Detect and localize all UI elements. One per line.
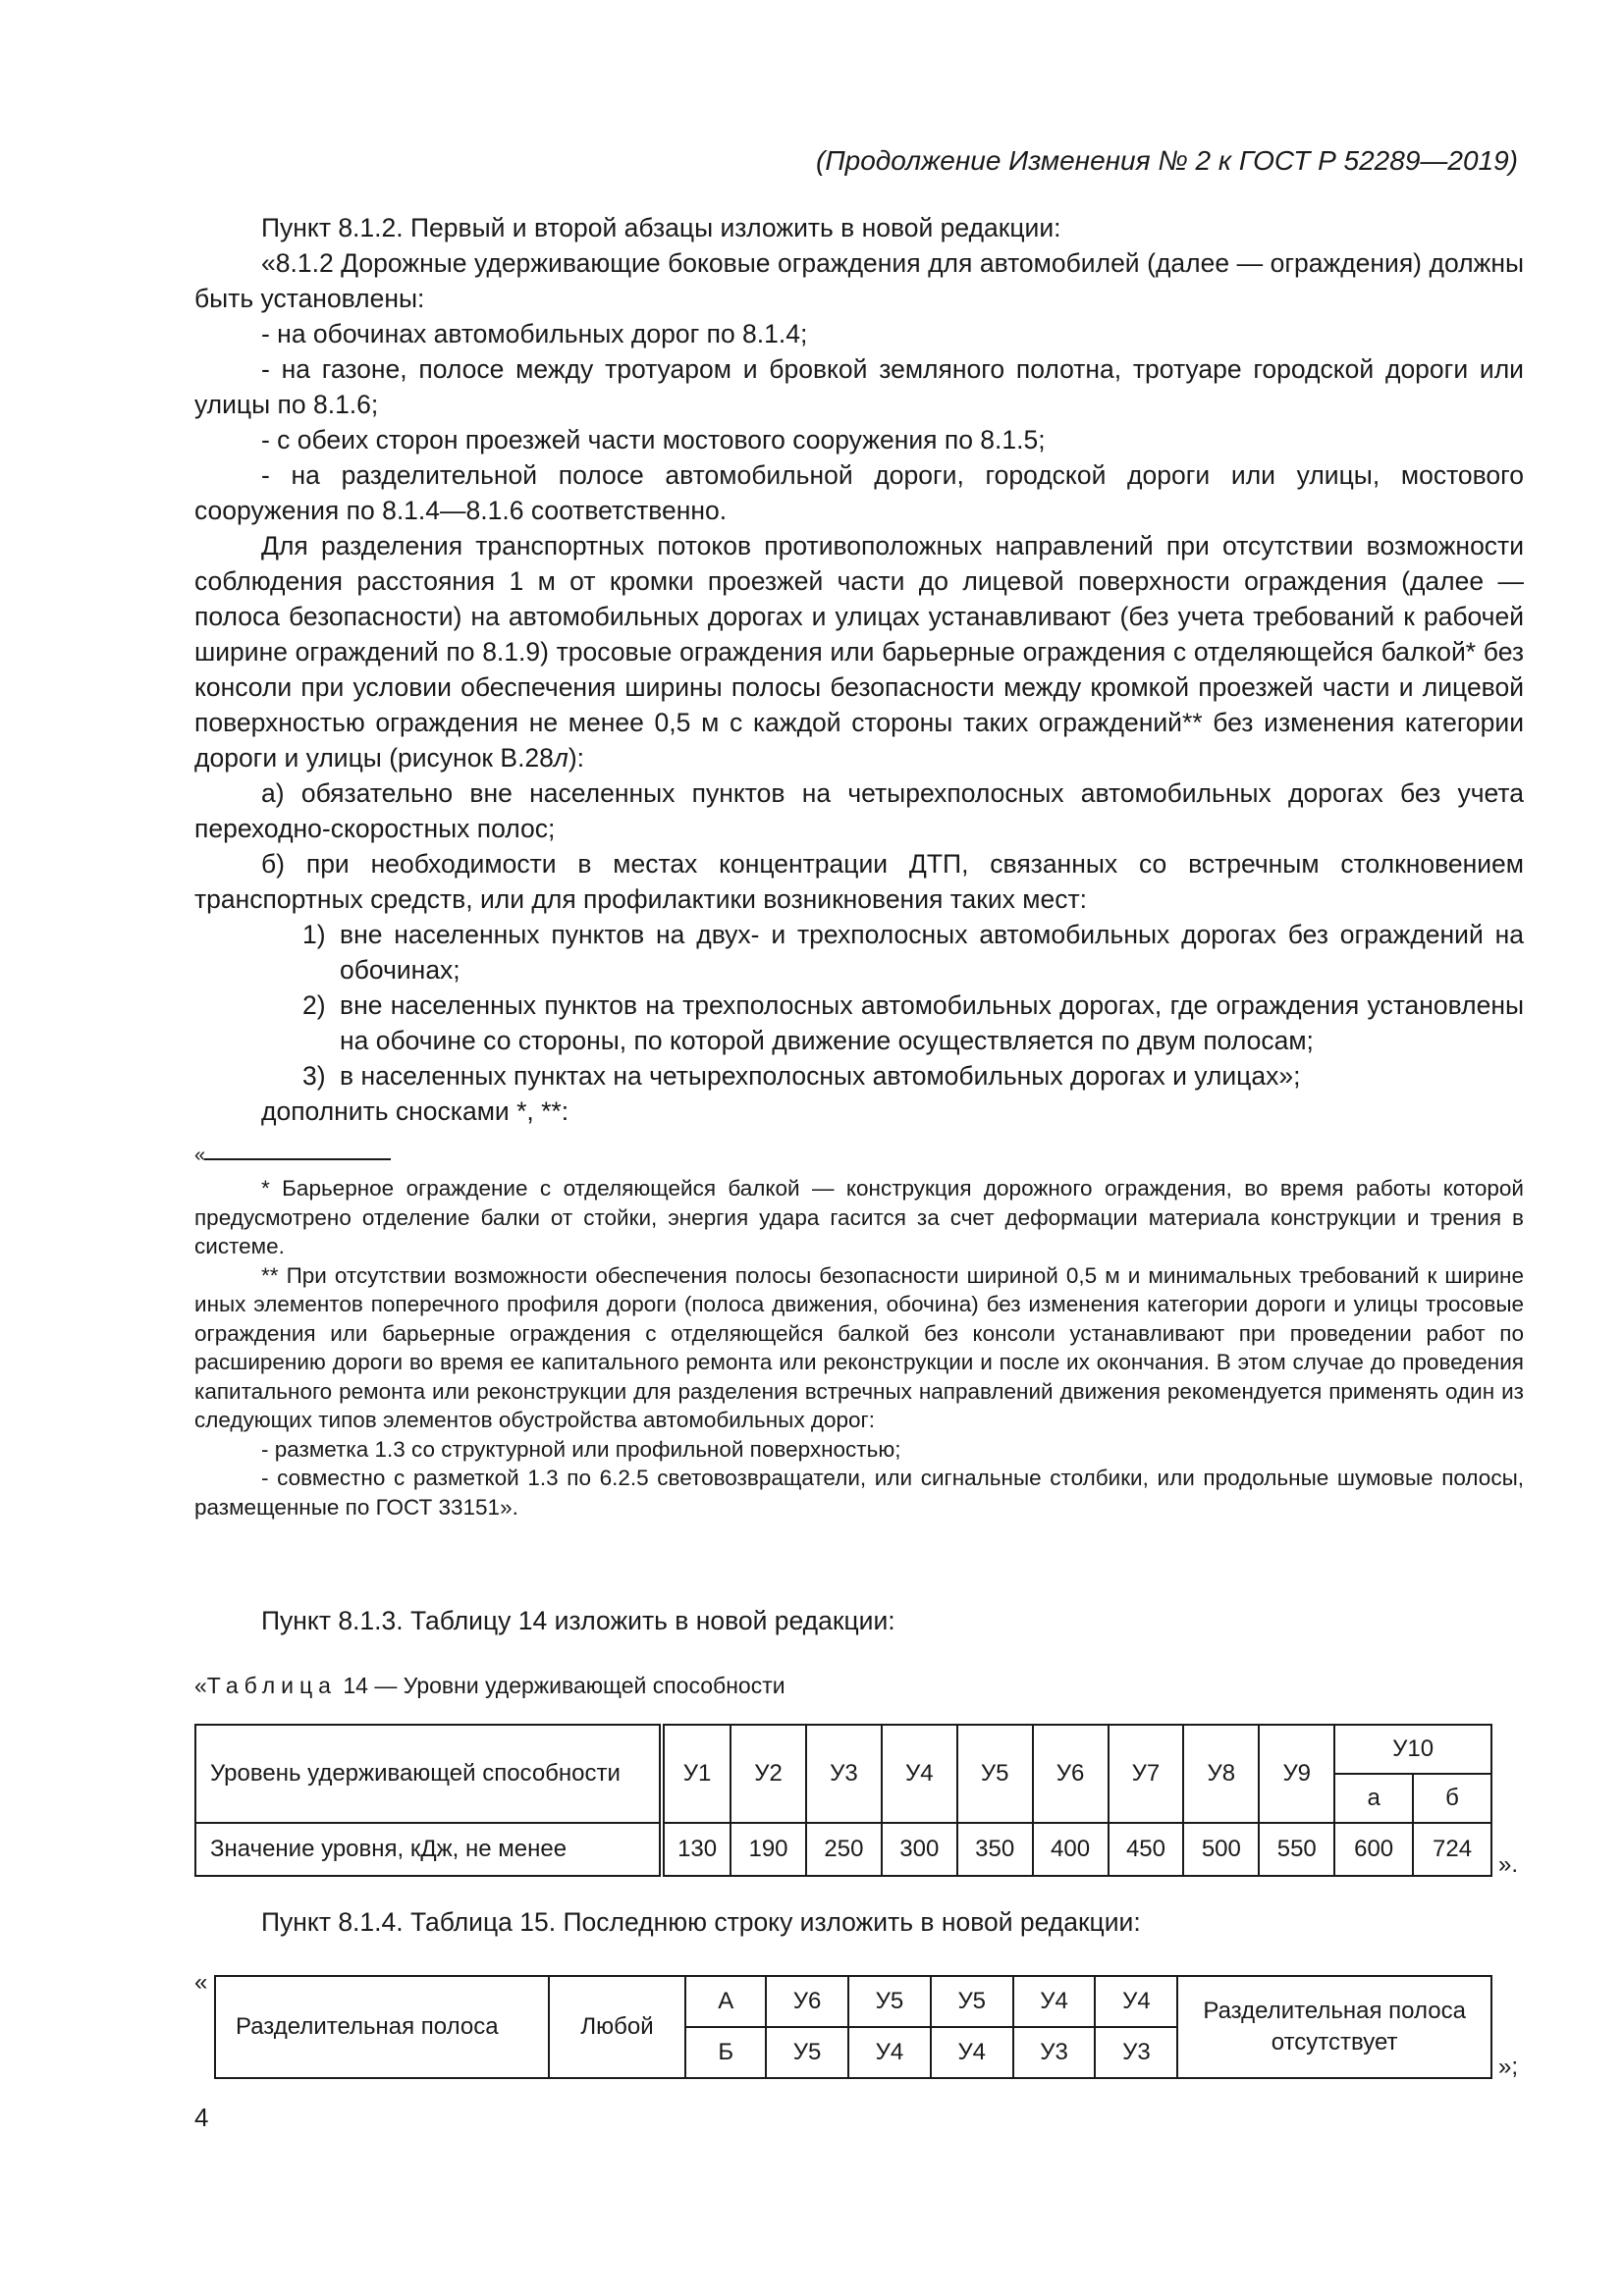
value-cell: 724 [1413,1823,1491,1876]
paragraph: - на газоне, полосе между тротуаром и бровкой земляного полотна, тротуаре городской дороги или улицы по 8.1.6; [194,354,1524,419]
value-cell: 450 [1109,1823,1184,1876]
level-cell: У8 [1183,1725,1259,1823]
running-head: (Продолжение Изменения № 2 к ГОСТ Р 52289—2019) [816,145,1518,176]
note-cell [1177,1976,1491,2078]
paragraph: «8.1.2 Дорожные удерживающие боковые ограждения для автомобилей (далее — ограждения) должны быть установлены: [194,248,1524,313]
table-row [195,1725,1491,1774]
strip-cell: Разделительная полоса [215,1976,549,2078]
level-cell-u10: У10 [1334,1725,1491,1774]
level-cell: У5 [957,1725,1033,1823]
level-cell: У5 [848,1976,931,2027]
note-line: Разделительная полоса [1203,1998,1466,2024]
table-15-close-quote: »; [1498,2054,1519,2080]
table-15-open-quote: « [194,1969,208,1996]
footnote-open-quote: « [194,1145,206,1166]
level-cell: У4 [931,2027,1013,2078]
note-line: отсутствует [1271,2029,1398,2056]
caption-word: Таблица [206,1673,337,1698]
row-header: Уровень удерживающей способности [195,1725,662,1823]
paragraph: - на обочинах автомобильных дорог по 8.1.4; [261,319,808,348]
caption-open-quote: « [194,1673,207,1698]
level-cell: У4 [1013,1976,1096,2027]
footnote: * Барьерное ограждение с отделяющейся балкой — конструкция дорожного ограждения, во время работы которой предусмотрено отделение балки от стойки, энергия удара гасится за счет деформации материала конструкции и трения в системе. [194,1176,1524,1258]
list-text: вне населенных пунктов на трехполосных автомобильных дорогах, где ограждения установлены на обочине со стороны, по которой движение осуществляется по двум полосам; [340,990,1524,1055]
caption-title: 14 — Уровни удерживающей способности [336,1673,785,1698]
value-cell: 130 [662,1823,731,1876]
sublevel-cell: б [1413,1774,1491,1823]
paragraph-end: ): [568,743,585,773]
value-cell: 400 [1033,1823,1109,1876]
table-15-row [214,1975,1492,2079]
level-cell: У3 [1095,2027,1177,2078]
list-item [194,917,1524,988]
paragraph: дополнить сносками *, **: [261,1096,569,1126]
list-item [194,988,1524,1058]
value-cell: 350 [957,1823,1033,1876]
group-cell: А [685,1976,766,2027]
footnote: ** При отсутствии возможности обеспечения полосы безопасности шириной 0,5 м и минимальных требований к ширине иных элементов поперечного профиля дороги (полоса движения, обочина) без изменения категории дороги и улицы тросовые ограждения или барьерные ограждения с отделяющейся балкой без консоли устанавливают при проведении работ по расширению дороги во время ее капитального ремонта или реконструкции и после их окончания. В этом случае до проведения капитального ремонта или реконструкции для разделения встречных направлений движения рекомендуется применять один из следующих типов элементов обустройства автомобильных дорог: [194,1262,1524,1432]
level-cell: У5 [766,2027,848,2078]
footnote: - совместно с разметкой 1.3 по 6.2.5 световозвращатели, или сигнальные столбики, или продольные шумовые полосы, размещенные по ГОСТ 33151». [194,1466,1524,1520]
value-cell: 300 [882,1823,957,1876]
level-cell: У3 [806,1725,882,1823]
value-cell: 550 [1259,1823,1334,1876]
level-cell: У4 [1095,1976,1177,2027]
amendment-text [194,210,1524,1129]
footnote-divider [204,1158,391,1160]
footnote: - разметка 1.3 со структурной или профильной поверхностью; [261,1436,901,1462]
table-14-caption [194,1673,785,1699]
row-header: Значение уровня, кДж, не менее [195,1823,662,1876]
paragraph-text: Для разделения транспортных потоков противоположных направлений при отсутствии возможности соблюдения расстояния 1 м от кромки проезжей части до лицевой поверхности ограждения (далее — полоса безопасности) на автомобильных дорогах и улицах устанавливают (без учета требований к рабочей ширине ограждений по 8.1.9) тросовые ограждения или барьерные ограждения с отделяющейся балкой* без консоли при условии обеспечения ширины полосы безопасности между кромкой проезжей части и лицевой поверхностью ограждения не менее 0,5 м с каждой стороны таких ограждений** без изменения категории дороги и улицы (рисунок В.28 [194,531,1524,773]
list-number: 3) [302,1061,326,1091]
paragraph: - на разделительной полосе автомобильной дороги, городской дороги или улицы, мостового сооружения по 8.1.4—8.1.6 соответственно. [194,460,1524,525]
level-cell: У2 [731,1725,806,1823]
section-8-1-4: Пункт 8.1.4. Таблица 15. Последнюю строку изложить в новой редакции: [261,1907,1141,1937]
paragraph [194,528,1524,775]
paragraph: Пункт 8.1.2. Первый и второй абзацы изложить в новой редакции: [261,213,1061,242]
level-cell: У6 [1033,1725,1109,1823]
value-cell: 500 [1183,1823,1259,1876]
sublevel-cell: а [1334,1774,1413,1823]
paragraph: а) обязательно вне населенных пунктов на четырехполосных автомобильных дорогах без учета переходно-скоростных полос; [194,778,1524,843]
value-cell: 250 [806,1823,882,1876]
level-cell: У1 [662,1725,731,1823]
level-cell: У9 [1259,1725,1334,1823]
level-cell: У3 [1013,2027,1096,2078]
table-14-close-quote: ». [1498,1851,1519,1878]
category-cell: Любой [549,1976,686,2078]
footnotes [194,1174,1524,1522]
level-cell: У4 [882,1725,957,1823]
table-14 [194,1724,1492,1877]
value-cell: 600 [1334,1823,1413,1876]
value-cell: 190 [731,1823,806,1876]
paragraph: б) при необходимости в местах концентрации ДТП, связанных со встречным столкновением транспортных средств, или для профилактики возникновения таких мест: [194,849,1524,914]
table-row [195,1823,1491,1876]
list-text: вне населенных пунктов на двух- и трехполосных автомобильных дорогах без ограждений на обочинах; [340,920,1524,985]
list-number: 2) [302,990,326,1020]
page-number: 4 [194,2103,209,2132]
list-number: 1) [302,920,326,949]
group-cell: Б [685,2027,766,2078]
section-8-1-3: Пункт 8.1.3. Таблицу 14 изложить в новой редакции: [261,1606,895,1635]
level-cell: У5 [931,1976,1013,2027]
paragraph: - с обеих сторон проезжей части мостового сооружения по 8.1.5; [261,425,1046,454]
level-cell: У4 [848,2027,931,2078]
list-text: в населенных пунктах на четырехполосных автомобильных дорогах и улицах»; [340,1061,1301,1091]
level-cell: У7 [1109,1725,1184,1823]
table-row [215,1976,1491,2027]
level-cell: У6 [766,1976,848,2027]
figure-letter: л [553,743,568,773]
list-item [194,1058,1524,1094]
